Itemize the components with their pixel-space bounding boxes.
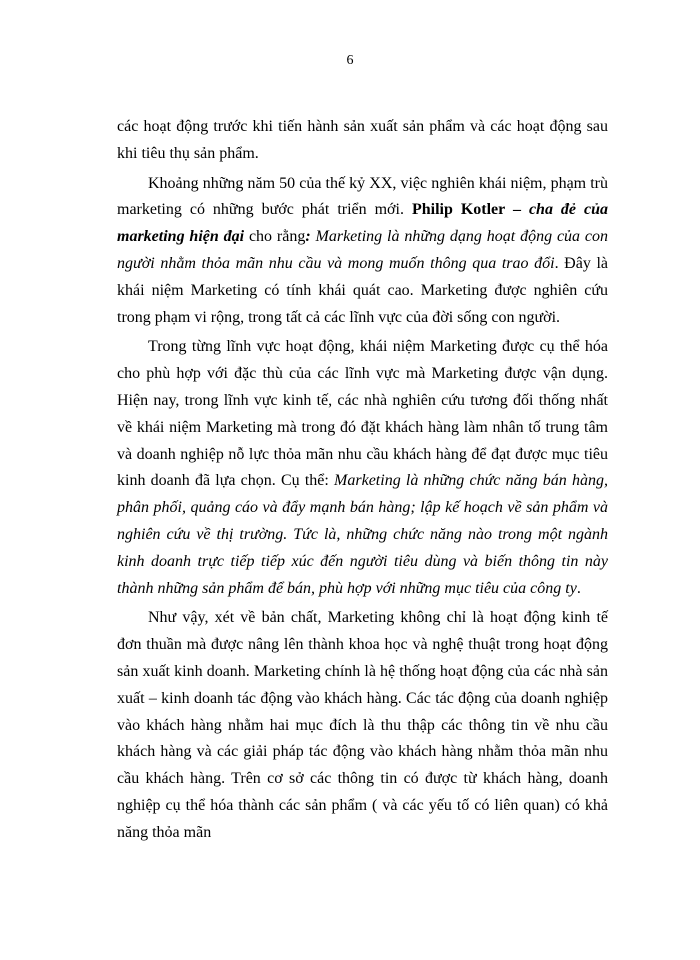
paragraph-4-text: Như vậy, xét về bản chất, Marketing không chỉ là hoạt động kinh tế đơn thuần mà được nâng lên thành khoa học và nghệ thuật trong hoạt động sản xuất kinh doanh. Marketing chính là hệ thống hoạt động của các nhà sản xuất – kinh doanh tác động vào khách hàng. Các tác động của doanh nghiệp vào khách hàng nhằm hai mục đích là thu thập các thông tin về nhu cầu khách hàng và các giải pháp tác động vào khách hàng nhằm thỏa mãn nhu cầu khách hàng. Trên cơ sở các thông tin có được từ khách hàng, doanh nghiệp cụ thể hóa thành các sản phẩm ( và các yếu tố có liên quan) có khả năng thỏa mãn — [117, 609, 608, 841]
paragraph-2-text: Khoảng những năm 50 của thế kỷ XX, việc nghiên khái niệm, phạm trù marketing có những bước phát triển mới. — [117, 174, 608, 219]
paragraph-3-text: Trong từng lĩnh vực hoạt động, khái niệm Marketing được cụ thể hóa cho phù hợp với đặc thù của các lĩnh vực mà Marketing được vận dụng. Hiện nay, trong lĩnh vực kinh tế, các nhà nghiên cứu tương đối thống nhất về khái niệm Marketing mà trong đó đặt khách hàng làm nhân tố trung tâm và doanh nghiệp nỗ lực thỏa mãn nhu cầu khách hàng để đạt được mục tiêu kinh doanh đã lựa chọn. Cụ thể: — [117, 338, 608, 490]
paragraph-3-text: . — [576, 579, 581, 597]
paragraph-2-text: cho rằng — [244, 228, 306, 246]
paragraph-2-text: . Đây là khái niệm Marketing có tính khái quát cao. Marketing được nghiên cứu trong phạm vi rộng, trong tất cả các lĩnh vực của đời sống con người. — [117, 254, 609, 326]
author-epithet: cha đẻ của marketing hiện đại — [117, 201, 608, 246]
author-name: Philip Kotler – — [411, 201, 529, 219]
paragraph-2 — [117, 171, 608, 332]
page-number: 6 — [346, 53, 354, 68]
paragraph-3 — [117, 334, 608, 602]
colon: : — [305, 228, 316, 246]
document-body — [117, 114, 608, 850]
marketing-definition: Marketing là những dạng hoạt động của con người nhằm thỏa mãn nhu cầu và mong muốn thông qua trao đổi — [117, 228, 608, 272]
paragraph-1-text: các hoạt động trước khi tiến hành sản xuất sản phẩm và các hoạt động sau khi tiêu thụ sản phẩm. — [117, 118, 608, 162]
paragraph-4 — [117, 605, 608, 846]
paragraph-1 — [117, 114, 608, 168]
marketing-definition-specific: Marketing là những chức năng bán hàng, phân phối, quảng cáo và đẩy mạnh bán hàng; lập kế hoạch về sản phẩm và nghiên cứu về thị trường. Tức là, những chức năng nào trong một ngành kinh doanh trực tiếp tiếp xúc đến người tiêu dùng và biến thông tin này thành những sản phẩm để bán, phù hợp với những mục tiêu của công ty — [117, 472, 609, 597]
